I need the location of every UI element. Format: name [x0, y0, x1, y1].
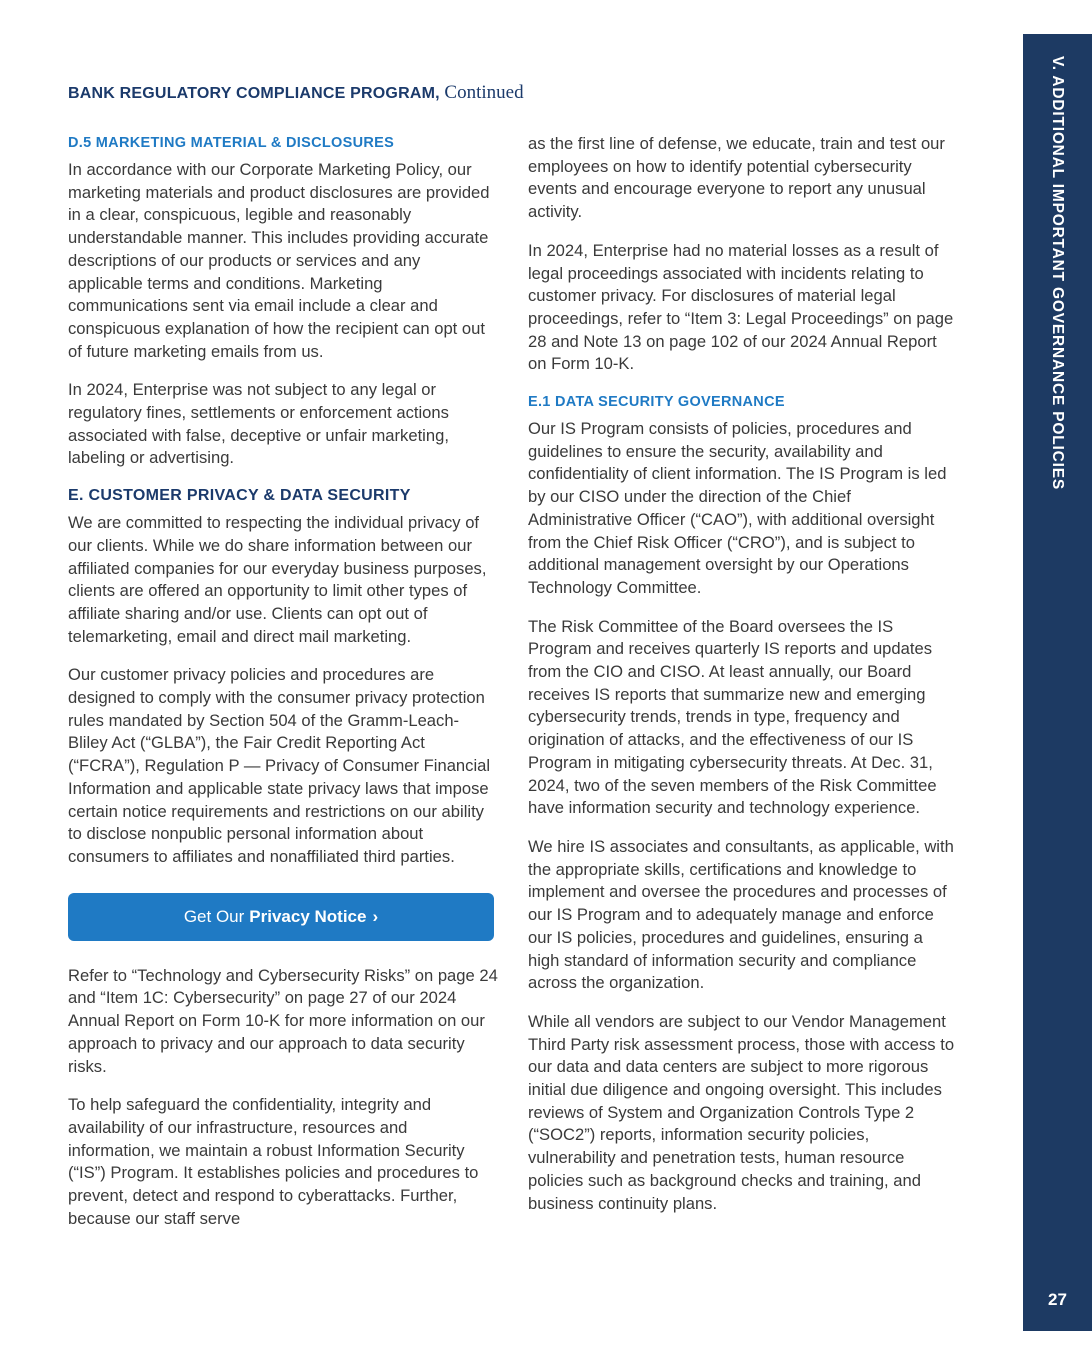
- e-heading: E. CUSTOMER PRIVACY & DATA SECURITY: [68, 487, 411, 505]
- paragraph: Our customer privacy policies and procedures are designed to comply with the consumer privacy protection rules mandated by Section 504 of the Gramm-Leach-Bliley Act (“GLBA”), the Fair Credit Reporting Act (“FCRA”), Regulation P — Privacy of Consumer Financial Information and applicable state privacy laws that impose certain notice requirements and restrictions on our ability to disclose nonpublic personal information about consumers to affiliates and nonaffiliated third parties.: [68, 665, 491, 866]
- left-column: [68, 133, 498, 1246]
- d5-heading: D.5 MARKETING MATERIAL & DISCLOSURES: [68, 135, 395, 151]
- cta-prefix: Get Our: [183, 906, 245, 926]
- paragraph: In 2024, Enterprise had no material losses as a result of legal proceedings associated with incidents relating to customer privacy. For disclosures of material legal proceedings, refer to “Item 3: Legal Proceedings” on page 28 and Note 13 on page 102 of our 2024 Annual Report on Form 10-K.: [528, 240, 954, 374]
- paragraph: In 2024, Enterprise was not subject to any legal or regulatory fines, settlements or enforcement actions associated with false, deceptive or unfair marketing, labeling or advertising.: [68, 380, 449, 468]
- side-tab: [1023, 34, 1092, 1331]
- cta-bold-label: Privacy Notice: [249, 906, 367, 926]
- paragraph: as the first line of defense, we educate, train and test our employees on how to identify potential cybersecurity events and encourage everyone to report any unusual activity.: [528, 134, 945, 222]
- e1-heading: E.1 DATA SECURITY GOVERNANCE: [528, 394, 785, 411]
- page-number: 27: [1048, 1290, 1067, 1309]
- paragraph: To help safeguard the confidentiality, integrity and availability of our infrastructure, resources and information, we maintain a robust Information Security (“IS”) Program. It establishes policies and procedures to prevent, detect and respond to cyberattacks. Further, because our staff serve: [68, 1095, 479, 1228]
- paragraph: While all vendors are subject to our Vendor Management Third Party risk assessment process, those with access to our data and data centers are subject to more rigorous initial due diligence and ongoing oversight. This includes reviews of System and Organization Controls Type 2 (“SOC2”) reports, information security policies, vulnerability and penetration tests, human resource policies such as background checks and training, and business continuity plans.: [528, 1011, 955, 1213]
- side-section-title: V. ADDITIONAL IMPORTANT GOVERNANCE POLICIES: [1049, 56, 1066, 490]
- paragraph: In accordance with our Corporate Marketing Policy, our marketing materials and product disclosures are provided in a clear, conspicuous, legible and reasonably understandable manner. This includes providing accurate descriptions of our products or services and any applicable terms and conditions. Marketing communications sent via email include a clear and conspicuous explanation of how the recipient can opt out of future marketing emails from us.: [68, 160, 490, 361]
- page-header: [68, 82, 524, 104]
- paragraph: We hire IS associates and consultants, as applicable, with the appropriate skills, certifications and knowledge to implement and oversee the procedures and processes of our IS Program and to adequately manage and enforce our IS policies, procedures and guidelines, ensuring a high standard of information security and compliance across the organization.: [528, 836, 954, 993]
- paragraph: The Risk Committee of the Board oversees the IS Program and receives quarterly IS reports and updates from the CIO and CISO. At least annually, our Board receives IS reports that summarize new and emerging cybersecurity trends, trends in type, frequency and origination of attacks, and the effectiveness of our IS Program in mitigating cybersecurity threats. At Dec. 31, 2024, two of the seven members of the Risk Committee have information security and technology experience.: [528, 616, 937, 818]
- paragraph: We are committed to respecting the individual privacy of our clients. While we do share information between our affiliated companies for our everyday business purposes, clients are offered an opportunity to limit other types of affiliate sharing and/or use. Clients can opt out of telemarketing, email and direct mail marketing.: [68, 513, 487, 646]
- continued-label: Continued: [444, 82, 524, 103]
- chevron-right-icon: ›: [372, 906, 379, 926]
- paragraph: Our IS Program consists of policies, procedures and guidelines to ensure the security, availability and confidentiality of client information. The IS Program is led by our CISO under the direction of the Chief Administrative Officer (“CAO”), with additional oversight from the Chief Risk Officer (“CRO”), and is subject to additional management oversight by our Operations Technology Committee.: [528, 419, 947, 597]
- right-column: [528, 133, 958, 1231]
- paragraph: Refer to “Technology and Cybersecurity Risks” on page 24 and “Item 1C: Cybersecurity” on page 27 of our 2024 Annual Report on Form 10-K for more information on our approach to privacy and our approach to data security risks.: [68, 965, 498, 1076]
- section-title: BANK REGULATORY COMPLIANCE PROGRAM,: [68, 85, 440, 102]
- privacy-notice-button[interactable]: [68, 893, 494, 941]
